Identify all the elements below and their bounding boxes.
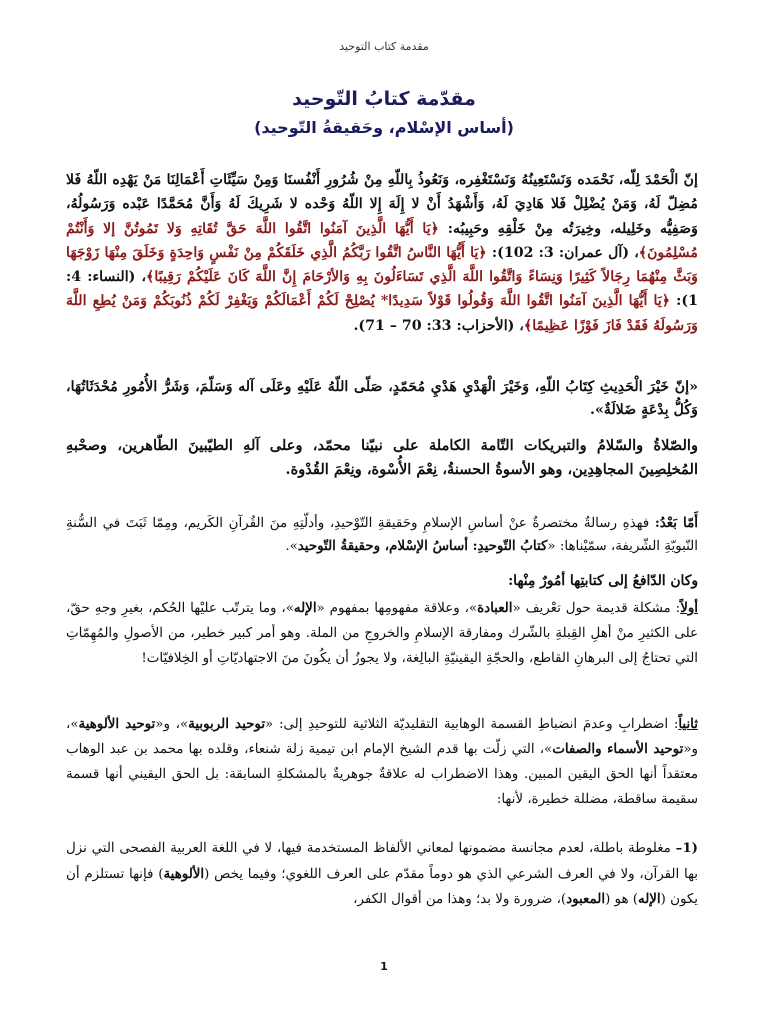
term-ilah: الإله [293,600,317,616]
term-ilah-2: الإله [638,891,661,907]
item1-text-2: ) فإنها تستلزم أن يكون ( [66,866,698,907]
amma-text-1: فهذهِ رسالةٌ مختصرةٌ عنْ أساسِ الإسلامِ وحَقيقةِ التّوْحيدِ، وأدلّتِهِ منَ القُرآنِ الكَريم، ومِمّا ثَبَتَ في السُّنةِ النّبويّةِ الشّريفة، سمّيْناها: « [66,516,698,554]
reasons-heading: وكان الدّافعُ إلى كتابتِها أمُورٌ مِنْها: [508,573,698,589]
document-title: مقدّمة كتابُ التّوحيد [292,88,476,110]
intro-text: إنّ الْحَمْدَ لِلّه، نَحْمَده وَنَسْتَعِينُهُ وَنَسْتَغْفِره، وَنَعُوذُ بِاللّهِ مِنْ شُرُورِ أَنْفُسنَا وَمِنْ سَيِّئَاتِ أَعْمَالِنَا مَنْ يَهْدِه اللّهُ فَلا مُضِلّ لَهُ، وَمَنْ يُضْلِلْ فَلا هَادِيَ لَهُ، وَأَشْهَدُ أَنْ لا إِلَهَ إِلا اللّهُ وَحْده لا شَرِيكَ لَهُ وَأَنَّ مُحَمَّدًا عَبْده وَرَسُولُهُ، وَصَفِيُّه وخَلِيله، وخِيرَتُه مِنْ خَلْقِهِ وحَبِيبُه: [66,172,698,237]
quran-verse-2: ﴿يَا أَيُّهَا النَّاسُ اتَّقُوا رَبَّكُمُ الَّذِي خَلَقَكُمْ مِنْ نَفْسٍ وَاحِدَةٍ وَخَلَقَ مِنْهَا زَوْجَهَا وَبَثَّ مِنْهُمَا رِجَالاً كَثِيرًا وَنِسَاءً وَاتَّقُوا اللَّهَ الَّذِي تَسَاءَلُونَ بِهِ وَالأرْحَامَ إِنَّ اللَّهَ كَانَ عَلَيْكُمْ رَقِيبًا﴾ [66,244,698,286]
first-text-2: »، وعلاقة مفهومِها بمفهوم « [316,601,478,616]
page-number: 1 [380,960,388,973]
term-ibada: العبادة [477,600,513,616]
second-text-3: »، و« [66,717,698,757]
second-text-4: »، التي زلّت بها قدم الشيخ الإمام ابن تيمية زلة شنعاء، وقلده بها محمد بن عبد الوهاب معتقداً أنها الحق اليقين المبين. وهذا الاضطراب له علاقةٌ جوهريةٌ بالمشكلةِ السابقة: بل الحق اليقيني أنها قسمة سقيمة ساقطة، مضللة خطيرة، لأنها: [66,742,698,807]
amma-baad-paragraph [66,512,698,558]
item1-text-3: ) هو ( [605,892,639,907]
running-header: مقدمة كتاب التوحيد [339,40,429,53]
intro-paragraph [66,168,698,338]
item-number: (1– [675,840,698,856]
verse-ref-1: ، (آل عمران: 3: 102): [491,244,639,261]
verse-ref-2: ، (النساء: 4: 1): [66,269,698,310]
term-asma-sifat: توحيد الأسماء والصفات [552,741,684,757]
hadith-paragraph: «إنّ خَيْرَ الْحَدِيثِ كِتَابُ اللّهِ، وَخَيْرَ الْهَدْيِ هَدْيِ مُحَمّدٍ، صَلّى اللّهُ عَلَيْهِ وعَلَى آله وَسَلّمَ، وَشَرُّ الأُمُورِ مُحْدَثَاتُهَا، وَكُلُّ بِدْعَةٍ ضَلالَةٌ». [66,379,698,418]
term-uluhiyya-2: الألوهية [163,865,205,882]
second-item-1 [66,836,698,913]
item1-text-1: مغلوطة باطلة، لعدم مجانسة مضمونها لمعاني الألفاظ المستخدمة فيها، لا في اللغة العربية الفصحى التي نزل بها القرآن، ولا في العرف الشرعي الذي هو دوماً مقدّم على العرف اللغوي؛ وفيما يخص ( [66,841,698,882]
amma-baad-lead: أَمّا بَعْدُ: [654,515,699,531]
second-text-2: »، و« [155,717,189,732]
item1-text-4: )، ضرورة ولا بد؛ وهذا من أقوال الكفر، [353,892,567,907]
amma-text-2: ». [285,539,298,554]
quran-verse-3: ﴿يَا أَيُّهَا الَّذِينَ آمَنُوا اتَّقُوا اللَّهَ وَقُولُوا قَوْلاً سَدِيدًا* يُصْلِحْ لَكُمْ أَعْمَالَكُمْ وَيَغْفِرْ لَكُمْ ذُنُوبَكُمْ وَمَنْ يُطِعِ اللَّهَ وَرَسُولَهُ فَقَدْ فَازَ فَوْزًا عَظِيمًا﴾ [66,293,698,334]
term-mabud: المعبود [566,891,606,907]
verse-ref-3: ، (الأحزاب: 33: 70 – 71). [353,317,524,334]
salat-paragraph: والصّلاةُ والسّلامُ والتبريكات التّامة الكاملة على نبيّنا محمّد، وعلى آلهِ الطيّبينَ الطّاهرين، وصحْبهِ المُخلِصِينَ المجاهِدِين، وهو الأسوةُ الحسنةُ، نِعْمَ الأُسْوة، ونِعْمَ القُدْوة. [66,437,698,478]
quran-verse-1: ﴿يَا أَيُّهَا الَّذِينَ آمَنُوا اتَّقُوا اللَّهَ حَقَّ تُقَاتِهِ وَلا تَمُوتُنَّ إلا وَأَنْتُمْ مُسْلِمُونَ﴾ [66,220,699,261]
second-label: ثانياً [678,716,698,732]
reason-second-paragraph [66,712,698,812]
first-text-3: »، وما يترتّب عليْها الحُكم، بغيرِ وجهِ حقّ، على الكثيرِ منْ أهلِ القِبلةِ بالشّرك ومفارقة الإسلامِ والخروجِ من الملة. وهو أمر كبير خطير، من الأصولِ والمُهِمّاتِ التي تحتاجُ إلى البرهانِ القاطع، والحجّةِ اليقينيّةِ البالِغة، ولا يجوزُ أن يكُونَ منَ الاجتهاديّاتِ أو الخِلافيّات! [66,601,698,666]
reason-first-paragraph [66,596,698,671]
first-text-1: : مشكلة قديمة حول تعْريف « [512,601,681,616]
term-uluhiyya: توحيد الألوهية [78,716,156,732]
document-subtitle: (أساس الإسْلام، وحَقيقةُ التّوحيد) [254,118,514,137]
first-label: أولاً [680,600,699,616]
second-text-1: : اضطرابِ وعدمَ انضباطِ القسمة الوهابية التقليديّة الثلاثية للتوحيدِ إلى: « [265,717,679,732]
book-title-inline: كتابُ التّوحيدِ: أساسُ الإسْلام، وحقيقةُ التّوحيد [297,538,548,554]
term-rububiyya: توحيد الربوبية [188,716,266,732]
